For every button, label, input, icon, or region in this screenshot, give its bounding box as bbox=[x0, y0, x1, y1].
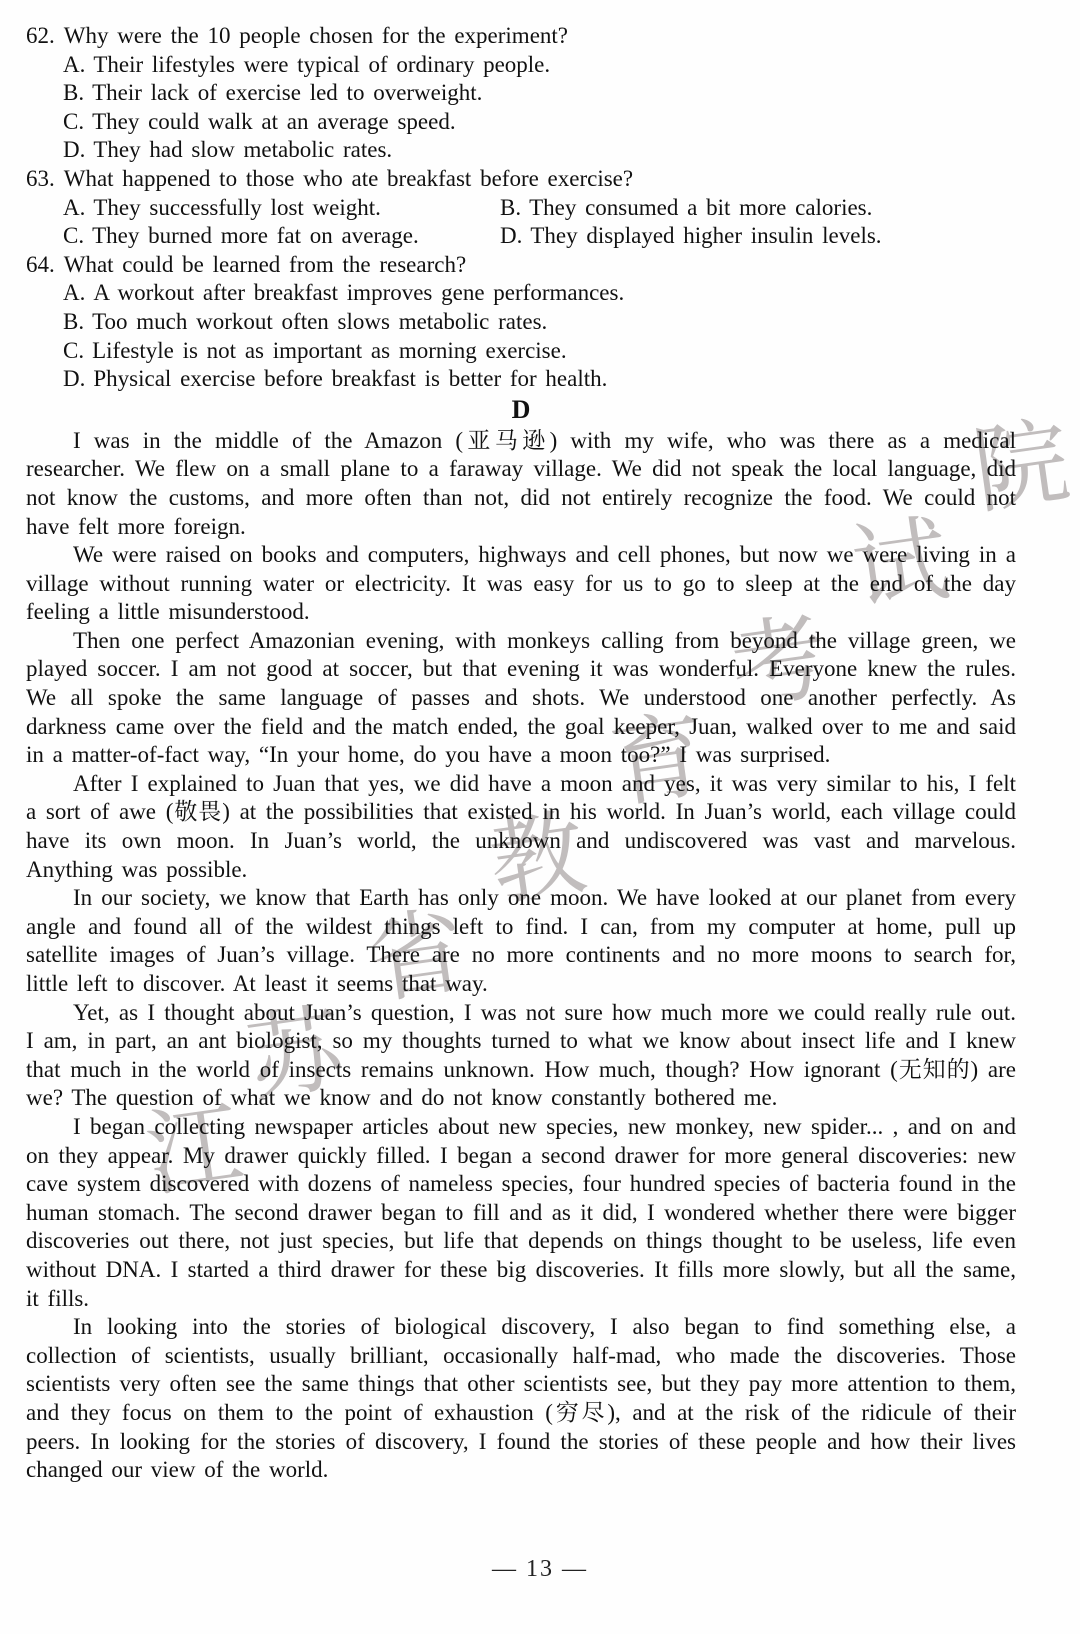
option-63-d bbox=[500, 222, 1016, 251]
option-text: They could walk at an average speed. bbox=[92, 108, 456, 134]
watermark-char: 教 bbox=[482, 797, 593, 921]
passage-paragraph: Then one perfect Amazonian evening, with monkeys calling from beyond the village green, we played soccer. I am not good at soccer, but that evening it was wonderful. Everyone knew the rules. We all spoke the same language of passes and shots. We understood one another perfectly. As darkness came over the field and the match ended, the goal keeper, Juan, walked over to me and said in a matter-of-fact way, “In your home, do you have a moon too?” I was surprised. bbox=[26, 627, 1016, 768]
question-63 bbox=[26, 165, 1016, 251]
option-62-b bbox=[63, 79, 1016, 108]
option-text: Physical exercise before breakfast is better for health. bbox=[93, 366, 608, 392]
question-62-options bbox=[26, 51, 1016, 165]
option-text: They successfully lost weight. bbox=[93, 194, 381, 220]
question-63-options bbox=[26, 194, 1016, 251]
passage-paragraph: In looking into the stories of biological discovery, I also began to find something else, a collection of scientists, usually brilliant, occasionally half-mad, who made the discoveries. Those scientists very often see the same things that other scientists see, but they pay more attention to them, and they focus on them to the point of exhaustion (穷尽), and at the risk of the ridicule of their peers. In looking for the stories of discovery, I found the stories of these people and how their lives changed our view of the world. bbox=[26, 1314, 1016, 1483]
option-text: Too much workout often slows metabolic rates. bbox=[92, 308, 548, 334]
option-text: Lifestyle is not as important as morning exercise. bbox=[92, 337, 567, 363]
option-label: A. bbox=[63, 194, 86, 220]
option-63-b bbox=[500, 194, 1016, 223]
option-text: They burned more fat on average. bbox=[92, 223, 419, 249]
option-label: D. bbox=[500, 223, 523, 249]
passage-paragraph: I began collecting newspaper articles about new species, new monkey, new spider... , and on and on they appear. My drawer quickly filled. I began a second drawer for more general discoveries: new cave system discovered with dozens of nameless species, four hundred species of bacteria found in the human stomach. The second drawer began to fill and as it did, I wondered whether there were bigger discoveries out there, not just species, but life that depends on things thought to be useless, life even without DNA. I started a third drawer for these big discoveries. It fills more slowly, but all the same, it fills. bbox=[26, 1113, 1016, 1311]
option-62-d bbox=[63, 136, 1016, 165]
watermark-char: 苏 bbox=[240, 993, 351, 1117]
question-62 bbox=[26, 22, 1016, 165]
option-label: B. bbox=[500, 194, 522, 220]
option-text: Their lifestyles were typical of ordinary people. bbox=[93, 51, 551, 77]
option-label: D. bbox=[63, 366, 86, 392]
passage-paragraph: In our society, we know that Earth has only one moon. We have looked at our planet from every angle and found all of the wildest things left to find. I can, from my computer at home, pull up satellite images of Juan’s village. There are no more continents and no more moons to search for, little left to discover. At least it seems that way. bbox=[26, 885, 1016, 996]
question-64 bbox=[26, 251, 1016, 394]
option-62-c bbox=[63, 108, 1016, 137]
option-label: C. bbox=[63, 223, 85, 249]
option-text: They had slow metabolic rates. bbox=[93, 137, 393, 163]
option-text: They consumed a bit more calories. bbox=[529, 194, 873, 220]
question-number: 64. bbox=[26, 251, 55, 277]
option-64-c bbox=[63, 337, 1016, 366]
passage-section-label: D bbox=[511, 394, 531, 424]
option-label: D. bbox=[63, 137, 86, 163]
question-number: 63. bbox=[26, 165, 55, 191]
passage-paragraph: Yet, as I thought about Juan’s question, I was not sure how much more we could really rule out. I am, in part, an ant biologist, so my thoughts turned to what we know about insect life and I knew that much in the world of insects remains unknown. How much, though? How ignorant (无知的) are we? The question of what we know and do not know constantly bothered me. bbox=[26, 999, 1016, 1111]
passage-paragraph: After I explained to Juan that yes, we did have a moon and yes, it was very similar to his, I felt a sort of awe (敬畏) at the possibilities that existed in his world. In Juan’s world, each village could have its own moon. In Juan’s world, the unknown and undiscovered was vast and marvelous. Anything was possible. bbox=[26, 770, 1016, 882]
watermark-char: 省 bbox=[361, 895, 472, 1019]
option-text: A workout after breakfast improves gene performances. bbox=[93, 280, 625, 306]
option-label: B. bbox=[63, 80, 85, 106]
option-63-a bbox=[63, 194, 500, 223]
question-64-options bbox=[26, 279, 1016, 393]
option-64-d bbox=[63, 365, 1016, 394]
option-64-a bbox=[63, 279, 1016, 308]
option-text: Their lack of exercise led to overweight. bbox=[92, 80, 483, 106]
question-text: What happened to those who ate breakfast before exercise? bbox=[63, 165, 634, 191]
option-62-a bbox=[63, 51, 1016, 80]
option-label: A. bbox=[63, 51, 86, 77]
question-text: What could be learned from the research? bbox=[63, 251, 467, 277]
option-63-c bbox=[63, 222, 500, 251]
passage-paragraph: We were raised on books and computers, highways and cell phones, but now we were living in a village without running water or electricity. It was easy for us to go to sleep at the end of the day feeling a little misunderstood. bbox=[26, 542, 1016, 625]
question-63-stem bbox=[26, 165, 1016, 194]
watermark-char: 试 bbox=[845, 503, 956, 627]
watermark-char: 育 bbox=[603, 699, 714, 823]
passage-paragraph: I was in the middle of the Amazon (亚马逊) with my wife, who was there as a medical researcher. We flew on a small plane to a faraway village. We did not speak the local language, did not know the customs, and more often than not, did not entirely recognize the food. We could not have felt more foreign. bbox=[26, 427, 1016, 539]
option-label: C. bbox=[63, 337, 85, 363]
watermark-char: 院 bbox=[966, 405, 1077, 529]
option-label: A. bbox=[63, 280, 86, 306]
reading-passage bbox=[26, 427, 1016, 1485]
option-text: They displayed higher insulin levels. bbox=[530, 223, 882, 249]
question-64-stem bbox=[26, 251, 1016, 280]
option-label: B. bbox=[63, 308, 85, 334]
question-62-stem bbox=[26, 22, 1016, 51]
question-number: 62. bbox=[26, 23, 55, 48]
option-64-b bbox=[63, 308, 1016, 337]
option-label: C. bbox=[63, 108, 85, 134]
page-number: — 13 — bbox=[492, 1556, 588, 1582]
watermark-char: 考 bbox=[724, 601, 835, 725]
question-text: Why were the 10 people chosen for the experiment? bbox=[63, 23, 568, 48]
watermark-char: 江 bbox=[139, 1088, 250, 1212]
